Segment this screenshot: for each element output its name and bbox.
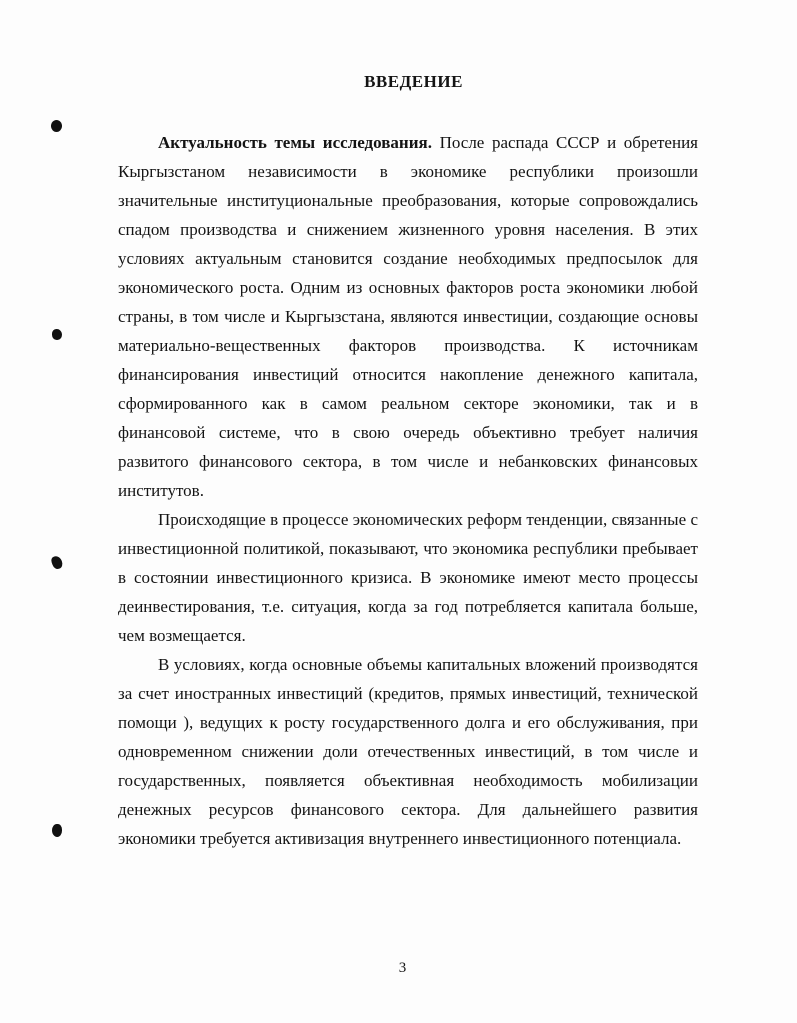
paragraph-lead: Актуальность темы исследования. bbox=[158, 133, 432, 152]
paragraph bbox=[118, 128, 698, 505]
paragraph: Происходящие в процессе экономических реформ тенденции, связанные с инвестиционной политикой, показывают, что экономика республики пребывает в состоянии инвестиционного кризиса. В экономике имеют место процессы деинвестирования, т.е. ситуация, когда за год потребляется капитала больше, чем возмещается. bbox=[118, 510, 698, 645]
punch-hole-mark bbox=[52, 824, 62, 837]
punch-hole-mark bbox=[51, 120, 62, 132]
paragraph-text: После распада СССР и обретения Кыргызстаном независимости в экономике республики произошли значительные институциональные преобразования, которые сопровождались спадом производства и снижением жизненного уровня населения. В этих условиях актуальным становится создание необходимых предпосылок для экономического роста. Одним из основных факторов роста экономики любой страны, в том числе и Кыргызстана, являются инвестиции, создающие основы материально-вещественных факторов производства. К источникам финансирования инвестиций относится накопление денежного капитала, сформированного как в самом реальном секторе экономики, так и в финансовой системе, что в свою очередь объективно требует наличия развитого финансового сектора, в том числе и небанковских финансовых институтов. bbox=[118, 133, 698, 500]
paragraph: В условиях, когда основные объемы капитальных вложений производятся за счет иностранных инвестиций (кредитов, прямых инвестиций, технической помощи ), ведущих к росту государственного долга и его обслуживания, при одновременном снижении доли отечественных инвестиций, в том числе и государственных, появляется объективная необходимость мобилизации денежных ресурсов финансового сектора. Для дальнейшего развития экономики требуется активизация внутреннего инвестиционного потенциала. bbox=[118, 655, 698, 848]
body-text bbox=[118, 128, 698, 853]
punch-hole-mark bbox=[50, 555, 64, 571]
section-title: ВВЕДЕНИЕ bbox=[364, 72, 463, 91]
page-number: 3 bbox=[398, 960, 407, 976]
punch-hole-mark bbox=[52, 329, 62, 340]
